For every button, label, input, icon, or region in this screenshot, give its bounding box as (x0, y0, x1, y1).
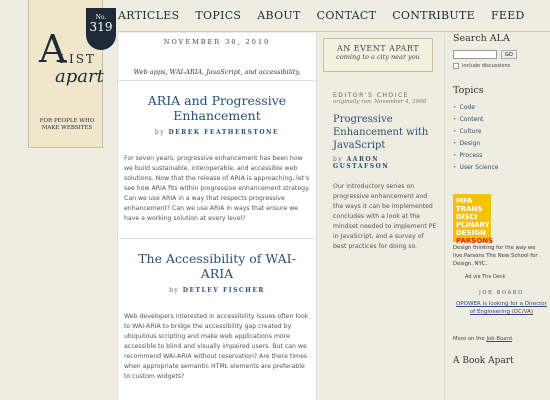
logo-list: LIST (59, 52, 96, 66)
editors-choice (323, 92, 438, 252)
article-title[interactable]: ARIA and Progressive Enhancement (147, 93, 287, 123)
parsons-ad-text[interactable]: Design thinking for the way we live.Parsons The New School for Design, NYC. (453, 245, 538, 267)
editors-choice-title[interactable]: Progressive Enhancement with JavaScript (333, 114, 429, 151)
parsons-ad-image[interactable]: MFA TRANS DISCI PLINARY DESIGN PARSONS (453, 194, 491, 242)
editors-choice-author[interactable]: AARON GUSTAFSON (333, 156, 390, 170)
topic-content[interactable]: • Content (453, 116, 484, 123)
by-text: by (154, 129, 166, 136)
nav-articles[interactable]: ARTICLES (118, 9, 180, 22)
article-byline (124, 287, 310, 294)
topic-process[interactable]: • Process (453, 152, 483, 159)
issue-badge[interactable] (86, 8, 116, 50)
divider (118, 80, 316, 81)
top-nav (118, 0, 550, 32)
nav-feed[interactable]: FEED (490, 9, 525, 22)
search-title: Search ALA (453, 33, 510, 44)
logo-apart: apart (55, 66, 104, 87)
job-board-label: JOB BOARD (479, 290, 524, 296)
issue-date: NOVEMBER 30, 2010 (163, 38, 271, 46)
issue-number: 319 (89, 20, 113, 34)
event-apart-ad[interactable] (323, 38, 433, 72)
ad-title: AN EVENT APART (336, 44, 420, 53)
nav-contact[interactable]: CONTACT (316, 9, 377, 22)
article-summary: Web developers interested in accessibility issues often look to WAI-ARIA to bridge the accessibility gap created by ubiquitous scripting and make web applications more accessible to blind and visually impaired users. But can we recommend WAI-ARIA without reservation? Are there times when appropriate semantic HTML elements are preferable to custom widgets? (124, 313, 309, 380)
right-sidebar (444, 33, 550, 400)
search-input[interactable] (453, 50, 497, 59)
divider (118, 238, 316, 239)
originally-ran: originally ran: November 4, 2008 (333, 99, 427, 105)
search-form (453, 50, 550, 59)
logo-a: A (39, 27, 67, 71)
editors-choice-byline (333, 156, 438, 170)
article-author[interactable]: DETLEV FISCHER (182, 287, 265, 294)
article-summary: For seven years, progressive enhancement has been how we build sustainable, interoperable, and accessible web solutions. Now that the release of ARIA is approaching, let’s see how ARIA fits within progressive enhancement strategy. Can we use ARIA in a way that respects progressive enhancement? Can we use ARIA in ways that ensure we have a working solution at every level? (124, 155, 310, 222)
main-column (117, 33, 317, 400)
job-board-link[interactable]: Job Board (486, 336, 512, 342)
search-go-button[interactable]: GO (501, 50, 517, 59)
ad-via-deck[interactable]: Ad via The Deck (465, 274, 506, 280)
topic-design[interactable]: • Design (453, 140, 481, 147)
topic-user-science[interactable]: • User Science (453, 164, 499, 171)
nav-contribute[interactable]: CONTRIBUTE (392, 9, 475, 22)
by-text: by (333, 156, 344, 163)
more-on-job-board: More on the Job Board. (453, 336, 514, 342)
editors-choice-label: EDITOR’S CHOICE (333, 92, 410, 99)
article (118, 93, 316, 224)
article-author[interactable]: DEREK FEATHERSTONE (168, 129, 280, 136)
article-byline (124, 129, 310, 136)
topics-title: Topics (453, 85, 484, 96)
nav-topics[interactable]: TOPICS (195, 9, 242, 22)
include-checkbox[interactable] (453, 63, 459, 69)
topic-culture[interactable]: • Culture (453, 128, 482, 135)
nav-about[interactable]: ABOUT (257, 9, 301, 22)
logo-tagline: FOR PEOPLE WHO MAKE WEBSITES (39, 118, 95, 131)
job-link[interactable]: OPOWER is looking for a Director of Engineering (DC/VA) (456, 301, 547, 315)
book-apart-title[interactable]: A Book Apart (453, 356, 514, 366)
job-listing (453, 300, 550, 316)
middle-column (323, 33, 438, 400)
article-title[interactable]: The Accessibility of WAI-ARIA (138, 251, 296, 281)
article (118, 251, 316, 382)
editors-choice-summary: Our introductory series on progressive enhancement and the ways it can be implemented concludes with a look at the mindset needed to implement PE in JavaScript, and a survey of best practices for doing so. (333, 183, 437, 250)
issue-label: No. (95, 14, 107, 21)
issue-tags: Web apps, WAI-ARIA, JavaScript, and accessibility. (133, 68, 301, 76)
topics-list (453, 102, 550, 174)
include-label: include discussions (462, 63, 511, 69)
by-text: by (169, 287, 180, 294)
topic-code[interactable]: • Code (453, 104, 475, 111)
ad-subtitle: coming to a city near you (336, 53, 420, 61)
include-discussions[interactable] (453, 63, 550, 69)
